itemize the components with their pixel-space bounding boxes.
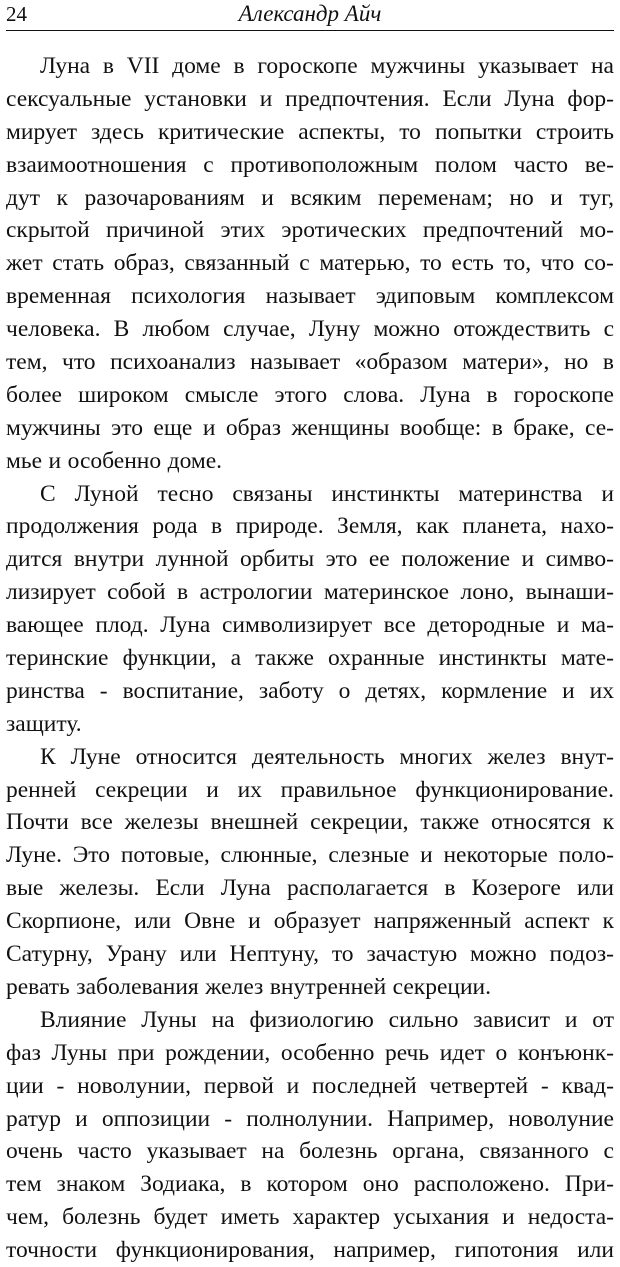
text-line: ринства - воспитание, заботу о детях, кормление и их bbox=[6, 677, 614, 704]
text-line: лизирует собой в астрологии материнское лоно, вынаши- bbox=[6, 579, 614, 606]
running-head-title: Александр Айч bbox=[238, 1, 382, 26]
paragraph bbox=[6, 50, 614, 478]
text-line: скрытой причиной этих эротических предпочтений мо- bbox=[6, 217, 614, 244]
text-line: вающее плод. Луна символизирует все детородные и ма- bbox=[6, 612, 614, 639]
text-line: тем, что психоанализ называет «образом матери», но в bbox=[6, 349, 614, 376]
text-line: точности функционирования, например, гипотония или bbox=[6, 1237, 614, 1264]
text-line: дут к разочарованиям и всяким переменам; но и туг, bbox=[6, 184, 614, 211]
text-line: более широком смысле этого слова. Луна в гороскопе bbox=[6, 381, 614, 408]
text-line: С Луной тесно связаны инстинкты материнства и bbox=[40, 480, 614, 507]
text-line: ревать заболевания желез внутренней секреции. bbox=[6, 973, 492, 1000]
page-number: 24 bbox=[6, 2, 27, 26]
text-line: ренней секреции и их правильное функционирование. bbox=[6, 776, 614, 803]
text-line: вые железы. Если Луна располагается в Козероге или bbox=[6, 875, 614, 902]
text-line: дится внутри лунной орбиты это ее положение и симво- bbox=[6, 546, 614, 573]
running-header bbox=[6, 0, 614, 31]
text-line: взаимоотношения с противоположным полом часто ве- bbox=[6, 151, 614, 178]
text-line: защиту. bbox=[6, 710, 82, 737]
text-line: ции - новолунии, первой и последней четвертей - квад- bbox=[6, 1072, 614, 1099]
body-text bbox=[6, 50, 614, 1267]
text-line: Луна в VII доме в гороскопе мужчины указывает на bbox=[40, 53, 614, 79]
text-line: продолжения рода в природе. Земля, как планета, нахо- bbox=[6, 513, 614, 540]
text-line: Сатурну, Урану или Нептуну, то зачастую можно подоз- bbox=[6, 941, 614, 968]
text-line: ратур и оппозиции - полнолунии. Например, новолуние bbox=[6, 1105, 614, 1132]
paragraph bbox=[6, 741, 614, 1004]
text-line: жет стать образ, связанный с матерью, то есть то, что со- bbox=[6, 250, 614, 277]
text-line: теринские функции, а также охранные инстинкты мате- bbox=[6, 645, 614, 672]
text-line: К Луне относится деятельность многих желез внут- bbox=[40, 743, 614, 770]
paragraph bbox=[6, 478, 614, 741]
text-line: Луне. Это потовые, слюнные, слезные и некоторые поло- bbox=[6, 842, 614, 869]
text-line: мужчины это еще и образ женщины вообще: в браке, се- bbox=[6, 414, 614, 441]
text-line: тем знаком Зодиака, в котором оно расположено. При- bbox=[6, 1171, 614, 1198]
text-line: Почти все железы внешней секреции, также относятся к bbox=[6, 809, 614, 836]
text-line: Скорпионе, или Овне и образует напряженный аспект к bbox=[6, 908, 614, 935]
text-line: сексуальные установки и предпочтения. Если Луна фор- bbox=[6, 85, 614, 112]
paragraph bbox=[6, 1004, 614, 1267]
text-line: Влияние Луны на физиологию сильно зависит и от bbox=[40, 1006, 614, 1033]
text-line: временная психология называет эдиповым комплексом bbox=[6, 283, 614, 310]
text-line: очень часто указывает на болезнь органа, связанного с bbox=[6, 1138, 614, 1165]
text-line: чем, болезнь будет иметь характер усыхания и недоста- bbox=[6, 1204, 614, 1231]
text-line: фаз Луны при рождении, особенно речь идет о конъюнк- bbox=[6, 1039, 614, 1066]
text-line: человека. В любом случае, Луну можно отождествить с bbox=[6, 316, 614, 343]
text-line: мирует здесь критические аспекты, то попытки строить bbox=[6, 118, 614, 145]
text-line: мье и особенно доме. bbox=[6, 447, 223, 474]
